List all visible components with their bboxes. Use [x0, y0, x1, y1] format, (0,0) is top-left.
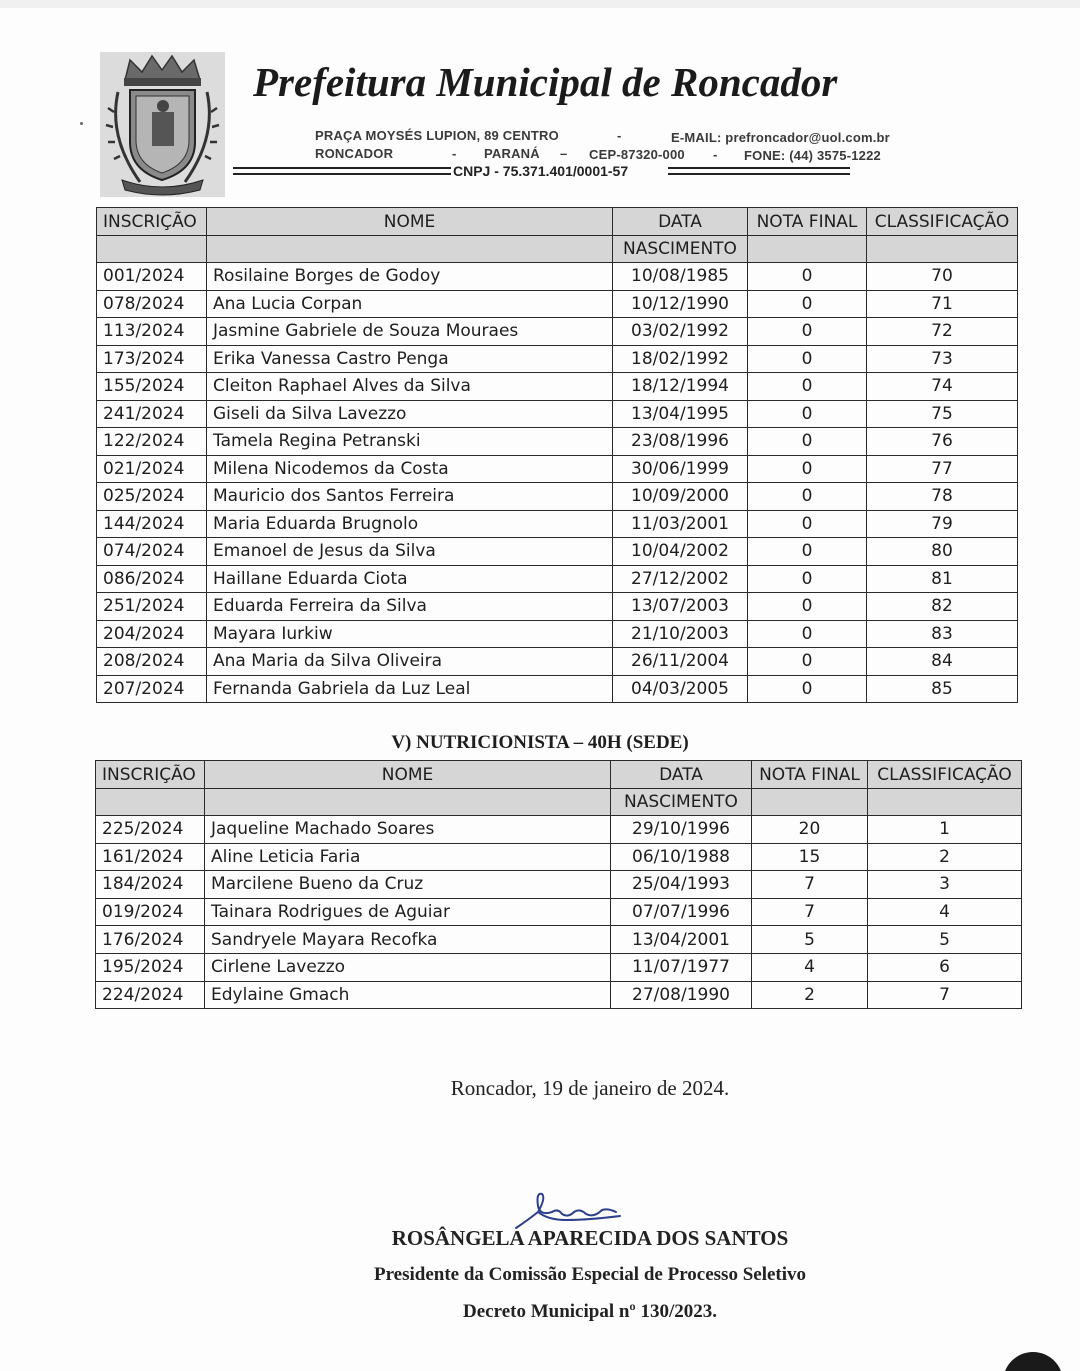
cell-data-nascimento: 23/08/1996 [613, 428, 748, 456]
cell-nome: Giseli da Silva Lavezzo [207, 400, 613, 428]
cell-nota-final: 0 [748, 400, 867, 428]
cell-nome: Aline Leticia Faria [205, 843, 611, 871]
header-rule [233, 167, 451, 169]
cell-inscricao: 161/2024 [96, 843, 205, 871]
table-row [96, 953, 1022, 981]
col-data: DATA [611, 761, 752, 789]
cell-classificacao: 84 [867, 648, 1018, 676]
cell-nome: Tamela Regina Petranski [207, 428, 613, 456]
table-row [96, 926, 1022, 954]
cell-nota-final: 0 [748, 483, 867, 511]
cell-classificacao: 1 [868, 816, 1022, 844]
cell-classificacao: 85 [867, 675, 1018, 703]
classification-table-2 [95, 760, 1022, 1009]
cell-inscricao: 184/2024 [96, 871, 205, 899]
cell-data-nascimento: 13/04/1995 [613, 400, 748, 428]
cell-data-nascimento: 21/10/2003 [613, 620, 748, 648]
header-blank [752, 789, 868, 816]
cell-nota-final: 0 [748, 455, 867, 483]
cell-nota-final: 4 [752, 953, 868, 981]
cell-nome: Eduarda Ferreira da Silva [207, 593, 613, 621]
table-row [96, 816, 1022, 844]
email-text: E-MAIL: prefroncador@uol.com.br [671, 130, 890, 145]
cell-data-nascimento: 10/12/1990 [613, 290, 748, 318]
cell-nome: Mauricio dos Santos Ferreira [207, 483, 613, 511]
col-nota-final: NOTA FINAL [748, 208, 867, 236]
cell-nota-final: 0 [748, 318, 867, 346]
cell-nota-final: 0 [748, 428, 867, 456]
cell-classificacao: 6 [868, 953, 1022, 981]
cell-inscricao: 251/2024 [97, 593, 207, 621]
cell-inscricao: 144/2024 [97, 510, 207, 538]
place-date: Roncador, 19 de janeiro de 2024. [450, 1076, 730, 1100]
cell-classificacao: 5 [868, 926, 1022, 954]
table-row [97, 428, 1018, 456]
cell-classificacao: 7 [868, 981, 1022, 1009]
cell-classificacao: 77 [867, 455, 1018, 483]
cell-inscricao: 113/2024 [97, 318, 207, 346]
address-cep: CEP-87320-000 [589, 147, 685, 162]
cell-nome: Cirlene Lavezzo [205, 953, 611, 981]
table-row [97, 675, 1018, 703]
cell-data-nascimento: 29/10/1996 [611, 816, 752, 844]
cell-classificacao: 73 [867, 345, 1018, 373]
table-row [97, 483, 1018, 511]
address-state: PARANÁ [484, 146, 540, 161]
table-row [96, 871, 1022, 899]
cell-inscricao: 086/2024 [97, 565, 207, 593]
cell-nota-final: 0 [748, 510, 867, 538]
col-nascimento: NASCIMENTO [611, 789, 752, 816]
cell-classificacao: 80 [867, 538, 1018, 566]
table-row [97, 565, 1018, 593]
cell-nota-final: 2 [752, 981, 868, 1009]
cell-nota-final: 0 [748, 620, 867, 648]
cell-classificacao: 76 [867, 428, 1018, 456]
cell-nome: Sandryele Mayara Recofka [205, 926, 611, 954]
cell-inscricao: 176/2024 [96, 926, 205, 954]
header-blank [96, 789, 205, 816]
cell-inscricao: 173/2024 [97, 345, 207, 373]
col-inscricao: INSCRIÇÃO [97, 208, 207, 236]
cell-inscricao: 074/2024 [97, 538, 207, 566]
section-title: V) NUTRICIONISTA – 40H (SEDE) [391, 732, 689, 753]
cell-nota-final: 20 [752, 816, 868, 844]
cell-nome: Haillane Eduarda Ciota [207, 565, 613, 593]
table-row [96, 843, 1022, 871]
address-separator: - [617, 128, 622, 143]
cell-classificacao: 83 [867, 620, 1018, 648]
col-classificacao: CLASSIFICAÇÃO [868, 761, 1022, 789]
col-inscricao: INSCRIÇÃO [96, 761, 205, 789]
cell-data-nascimento: 10/09/2000 [613, 483, 748, 511]
cell-nota-final: 0 [748, 538, 867, 566]
signer-name: ROSÂNGELA APARECIDA DOS SANTOS [391, 1226, 789, 1250]
cell-data-nascimento: 27/12/2002 [613, 565, 748, 593]
cell-nome: Tainara Rodrigues de Aguiar [205, 898, 611, 926]
table-row [97, 538, 1018, 566]
header-blank [205, 789, 611, 816]
cell-inscricao: 195/2024 [96, 953, 205, 981]
cell-nota-final: 0 [748, 345, 867, 373]
cell-nome: Erika Vanessa Castro Penga [207, 345, 613, 373]
cell-nome: Milena Nicodemos da Costa [207, 455, 613, 483]
cell-inscricao: 122/2024 [97, 428, 207, 456]
municipal-coat-of-arms-icon [100, 52, 225, 197]
cell-inscricao: 204/2024 [97, 620, 207, 648]
header-blank [868, 789, 1022, 816]
table-row [97, 318, 1018, 346]
col-data: DATA [613, 208, 748, 236]
cell-inscricao: 208/2024 [97, 648, 207, 676]
cell-nome: Maria Eduarda Brugnolo [207, 510, 613, 538]
cell-data-nascimento: 25/04/1993 [611, 871, 752, 899]
cell-data-nascimento: 18/02/1992 [613, 345, 748, 373]
table-row [97, 400, 1018, 428]
page-title: Prefeitura Municipal de Roncador [253, 59, 838, 105]
col-nota-final: NOTA FINAL [752, 761, 868, 789]
header-blank [207, 236, 613, 263]
cell-nota-final: 0 [748, 648, 867, 676]
header-rule [668, 167, 850, 169]
cell-data-nascimento: 11/07/1977 [611, 953, 752, 981]
cell-nome: Jasmine Gabriele de Souza Mouraes [207, 318, 613, 346]
cell-data-nascimento: 03/02/1992 [613, 318, 748, 346]
cell-classificacao: 72 [867, 318, 1018, 346]
cell-classificacao: 81 [867, 565, 1018, 593]
cell-classificacao: 3 [868, 871, 1022, 899]
cell-classificacao: 70 [867, 263, 1018, 291]
cell-data-nascimento: 07/07/1996 [611, 898, 752, 926]
stray-mark [80, 122, 83, 125]
cell-data-nascimento: 18/12/1994 [613, 373, 748, 401]
table-row [97, 593, 1018, 621]
table-row [97, 290, 1018, 318]
table-row [97, 263, 1018, 291]
cell-data-nascimento: 26/11/2004 [613, 648, 748, 676]
cell-data-nascimento: 10/04/2002 [613, 538, 748, 566]
header-rule [668, 173, 850, 175]
cell-nome: Ana Maria da Silva Oliveira [207, 648, 613, 676]
overlay-button[interactable] [1003, 1352, 1063, 1371]
cell-classificacao: 82 [867, 593, 1018, 621]
cell-data-nascimento: 27/08/1990 [611, 981, 752, 1009]
cell-inscricao: 019/2024 [96, 898, 205, 926]
cell-data-nascimento: 04/03/2005 [613, 675, 748, 703]
header-blank [97, 236, 207, 263]
table-row [97, 620, 1018, 648]
decree-text: Decreto Municipal nº 130/2023. [463, 1301, 717, 1322]
cell-data-nascimento: 13/07/2003 [613, 593, 748, 621]
table-row [96, 898, 1022, 926]
cell-data-nascimento: 30/06/1999 [613, 455, 748, 483]
cell-nome: Rosilaine Borges de Godoy [207, 263, 613, 291]
phone-text: FONE: (44) 3575-1222 [744, 148, 881, 163]
cell-inscricao: 001/2024 [97, 263, 207, 291]
address-street: PRAÇA MOYSÉS LUPION, 89 CENTRO [315, 128, 559, 143]
col-classificacao: CLASSIFICAÇÃO [867, 208, 1018, 236]
table-header-row [96, 761, 1022, 789]
address-separator: – [560, 146, 568, 161]
cell-nota-final: 7 [752, 898, 868, 926]
cell-classificacao: 71 [867, 290, 1018, 318]
cell-classificacao: 2 [868, 843, 1022, 871]
cell-inscricao: 078/2024 [97, 290, 207, 318]
table-row [96, 981, 1022, 1009]
classification-table-1 [96, 207, 1018, 703]
address-city: RONCADOR [315, 146, 394, 161]
table-header-row [96, 789, 1022, 816]
cell-data-nascimento: 10/08/1985 [613, 263, 748, 291]
top-edge [0, 0, 1080, 8]
cell-nome: Mayara Iurkiw [207, 620, 613, 648]
cell-inscricao: 021/2024 [97, 455, 207, 483]
header-rule [233, 173, 451, 175]
cell-nota-final: 7 [752, 871, 868, 899]
cell-nome: Ana Lucia Corpan [207, 290, 613, 318]
table-row [97, 648, 1018, 676]
cell-nome: Marcilene Bueno da Cruz [205, 871, 611, 899]
cell-nota-final: 0 [748, 675, 867, 703]
cell-nota-final: 15 [752, 843, 868, 871]
cell-inscricao: 155/2024 [97, 373, 207, 401]
cell-nota-final: 0 [748, 263, 867, 291]
cell-classificacao: 74 [867, 373, 1018, 401]
col-nome: NOME [207, 208, 613, 236]
address-separator: - [452, 146, 457, 161]
address-separator: - [713, 147, 718, 162]
cell-nome: Emanoel de Jesus da Silva [207, 538, 613, 566]
cell-classificacao: 4 [868, 898, 1022, 926]
cell-inscricao: 241/2024 [97, 400, 207, 428]
table-row [97, 345, 1018, 373]
table-header-row [97, 208, 1018, 236]
table-row [97, 510, 1018, 538]
cell-classificacao: 78 [867, 483, 1018, 511]
cell-nome: Fernanda Gabriela da Luz Leal [207, 675, 613, 703]
cell-nota-final: 0 [748, 565, 867, 593]
cell-inscricao: 025/2024 [97, 483, 207, 511]
cell-inscricao: 224/2024 [96, 981, 205, 1009]
cell-data-nascimento: 06/10/1988 [611, 843, 752, 871]
col-nascimento: NASCIMENTO [613, 236, 748, 263]
cell-data-nascimento: 11/03/2001 [613, 510, 748, 538]
cell-classificacao: 79 [867, 510, 1018, 538]
cell-inscricao: 225/2024 [96, 816, 205, 844]
header-blank [748, 236, 867, 263]
table-row [97, 455, 1018, 483]
cell-nota-final: 0 [748, 290, 867, 318]
table-row [97, 373, 1018, 401]
table-header-row [97, 236, 1018, 263]
cell-inscricao: 207/2024 [97, 675, 207, 703]
cnpj-text: CNPJ - 75.371.401/0001-57 [453, 163, 629, 179]
col-nome: NOME [205, 761, 611, 789]
header-blank [867, 236, 1018, 263]
cell-nome: Jaqueline Machado Soares [205, 816, 611, 844]
cell-nota-final: 0 [748, 593, 867, 621]
cell-nota-final: 0 [748, 373, 867, 401]
cell-nome: Edylaine Gmach [205, 981, 611, 1009]
cell-nota-final: 5 [752, 926, 868, 954]
cell-nome: Cleiton Raphael Alves da Silva [207, 373, 613, 401]
cell-classificacao: 75 [867, 400, 1018, 428]
cell-data-nascimento: 13/04/2001 [611, 926, 752, 954]
signer-role: Presidente da Comissão Especial de Processo Seletivo [373, 1264, 807, 1285]
